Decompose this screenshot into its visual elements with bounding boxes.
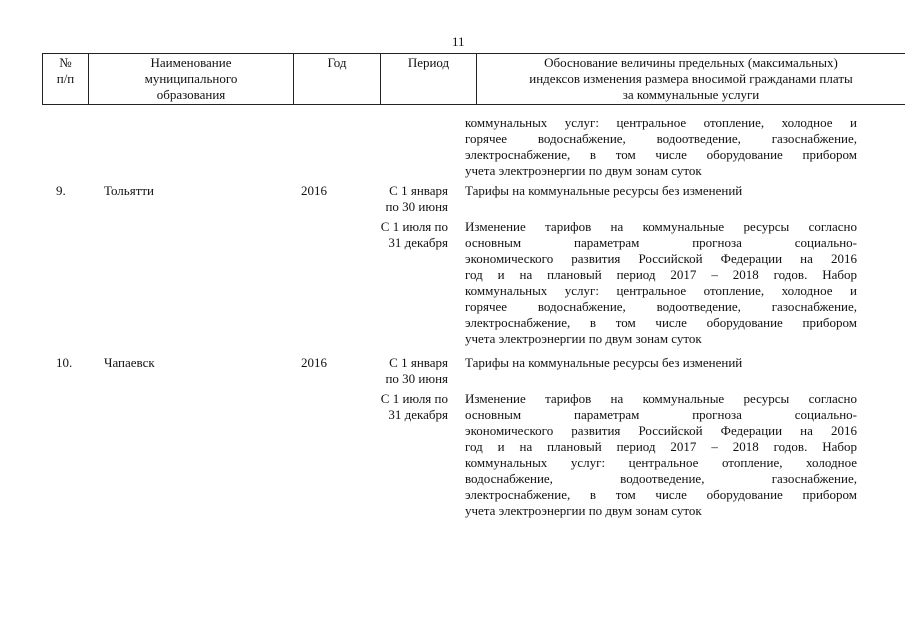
row-number: 9. bbox=[56, 183, 66, 198]
text-line: год и на плановый период 2017 – 2018 годов. Набор bbox=[465, 267, 857, 282]
text-line: горячее водоснабжение, водоотведение, газоснабжение, bbox=[465, 299, 857, 314]
period-line: по 30 июня bbox=[385, 371, 448, 386]
page-number: 11 bbox=[452, 34, 465, 49]
text-line: электроснабжение, в том числе оборудование прибором bbox=[465, 487, 857, 502]
basis-first-half bbox=[465, 355, 857, 371]
text-line: горячее водоснабжение, водоотведение, газоснабжение, bbox=[465, 131, 857, 146]
text-line: основным параметрам прогноза социально- bbox=[465, 235, 857, 250]
year: 2016 bbox=[301, 183, 327, 198]
period-line: С 1 января bbox=[389, 183, 448, 198]
period-first-half bbox=[362, 183, 448, 215]
header-year: Год bbox=[294, 54, 381, 105]
year: 2016 bbox=[301, 355, 327, 370]
basis-second-half bbox=[465, 391, 857, 519]
text-line: Тарифы на коммунальные ресурсы без изменений bbox=[465, 183, 743, 198]
text-line: Тарифы на коммунальные ресурсы без изменений bbox=[465, 355, 743, 370]
table-header bbox=[42, 53, 905, 105]
header-municipality: Наименование муниципального образования bbox=[89, 54, 294, 105]
header-basis: Обоснование величины предельных (максимальных) индексов изменения размера вносимой гражданами платы за коммунальные услуги bbox=[477, 54, 905, 105]
period-line: С 1 июля по bbox=[380, 391, 448, 406]
period-second-half bbox=[362, 391, 448, 423]
period-line: по 30 июня bbox=[385, 199, 448, 214]
municipality-name: Тольятти bbox=[104, 183, 155, 198]
period-second-half bbox=[362, 219, 448, 251]
period-line: 31 декабря bbox=[388, 235, 448, 250]
text-line: водоснабжение, водоотведение, газоснабжение, bbox=[465, 471, 857, 486]
period-line: С 1 июля по bbox=[380, 219, 448, 234]
text-line: экономического развития Российской Федерации на 2016 bbox=[465, 423, 857, 438]
text-line: коммунальных услуг: центральное отопление, холодное и bbox=[465, 283, 857, 298]
text-line: Изменение тарифов на коммунальные ресурсы согласно bbox=[465, 219, 857, 234]
continuation-text bbox=[465, 115, 857, 179]
basis-first-half bbox=[465, 183, 857, 199]
text-line: основным параметрам прогноза социально- bbox=[465, 407, 857, 422]
basis-second-half bbox=[465, 219, 857, 347]
text-line: коммунальных услуг: центральное отопление, холодное bbox=[465, 455, 857, 470]
text-line: электроснабжение, в том числе оборудование прибором bbox=[465, 147, 857, 162]
header-period: Период bbox=[381, 54, 477, 105]
text-line: учета электроэнергии по двум зонам суток bbox=[465, 331, 702, 346]
text-line: год и на плановый период 2017 – 2018 годов. Набор bbox=[465, 439, 857, 454]
period-line: С 1 января bbox=[389, 355, 448, 370]
period-line: 31 декабря bbox=[388, 407, 448, 422]
text-line: учета электроэнергии по двум зонам суток bbox=[465, 503, 702, 518]
row-number: 10. bbox=[56, 355, 73, 370]
text-line: электроснабжение, в том числе оборудование прибором bbox=[465, 315, 857, 330]
text-line: учета электроэнергии по двум зонам суток bbox=[465, 163, 702, 178]
municipality-name: Чапаевск bbox=[104, 355, 155, 370]
header-number: № п/п bbox=[43, 54, 89, 105]
text-line: коммунальных услуг: центральное отопление, холодное и bbox=[465, 115, 857, 130]
period-first-half bbox=[362, 355, 448, 387]
text-line: Изменение тарифов на коммунальные ресурсы согласно bbox=[465, 391, 857, 406]
text-line: экономического развития Российской Федерации на 2016 bbox=[465, 251, 857, 266]
